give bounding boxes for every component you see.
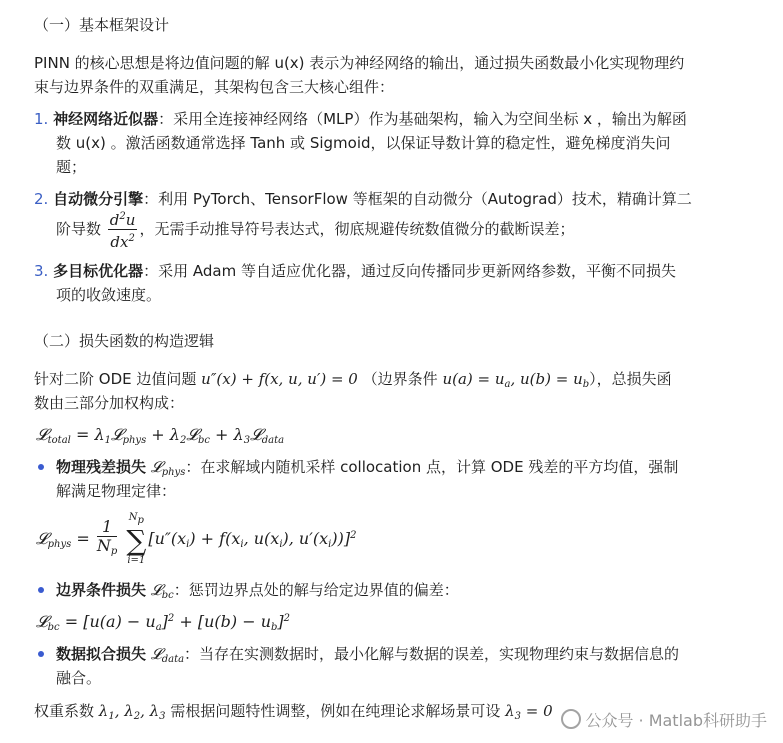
list-item-text: ：采用全连接神经网络（MLP）作为基础架构，输入为空间坐标 x ，输出为解函 (158, 110, 687, 128)
section2-heading: （二）损失函数的构造逻辑 (34, 332, 215, 350)
second-derivative-formula: $\frac{d^2u}{dx^2}$ (108, 208, 138, 251)
intro-text: ），总损失函 (589, 370, 672, 388)
bullet-dot (38, 651, 44, 657)
list-number: 1. (34, 110, 49, 128)
list-item-1-line3: 题； (56, 158, 87, 176)
list-item-title: 自动微分引擎 (53, 190, 144, 208)
physics-loss-formula: 𝓛$_{phys}$ = $\frac{1}{N_p}$ Np ∑ i=1 [$u''(x_i) + f(x_i$, $u(x_i)$, $u'(x_i))]^2$ (36, 512, 357, 566)
section1-heading: （一）基本框架设计 (34, 16, 170, 34)
bullet-data-loss-line2: 融合。 (56, 669, 102, 687)
watermark (561, 708, 767, 731)
weights-formula: $\lambda_1$, $\lambda_2$, $\lambda_3$ (98, 702, 166, 722)
total-loss-formula: 𝓛$_{total}$ = $\lambda_1𝓛_{phys}$ + $\lambda_2𝓛_{bc}$ + $\lambda_3𝓛_{data}$ (36, 425, 285, 446)
boundary-loss-formula: 𝓛$_{bc}$ = $[u(a) - u_a]^2 + [u(b) - u_b]^2$ (36, 612, 291, 633)
bullet-dot (38, 587, 44, 593)
section2-intro-line2: 数由三部分加权构成： (34, 394, 185, 412)
closing-text: 权重系数 (34, 702, 95, 720)
wechat-icon (561, 709, 581, 729)
closing-text: 需根据问题特性调整，例如在纯理论求解场景可设 (170, 702, 501, 720)
list-item-3-line2: 项的收敛速度。 (56, 286, 162, 304)
boundary-condition-formula: $u(a) = u_a$, $u(b) = u_b$ (442, 370, 590, 390)
list-item-2-line2 (56, 208, 574, 251)
list-number: 2. (34, 190, 49, 208)
list-item-text: ：采用 Adam 等自适应优化器，通过反向传播同步更新网络参数，平衡不同损失 (143, 262, 676, 280)
list-item-text: ，无需手动推导符号表达式，彻底规避传统数值微分的截断误差； (139, 220, 575, 238)
watermark-text: 公众号 · Matlab科研助手 (585, 711, 767, 730)
list-item-2 (34, 188, 692, 210)
ode-equation: u″(x) + f(x, u, u′) = 0 (201, 370, 358, 388)
list-item-1-line2: 数 u(x) 。激活函数通常选择 Tanh 或 Sigmoid，以保证导数计算的稳定性，避免梯度消失问 (56, 134, 671, 152)
intro-text: 针对二阶 ODE 边值问题 (34, 370, 197, 388)
bullet-text: ：当存在实测数据时，最小化解与数据的误差，实现物理约束与数据信息的 (184, 645, 680, 663)
list-item-text: 阶导数 (56, 220, 102, 238)
closing-line (34, 700, 553, 728)
section1-intro-line2: 束与边界条件的双重满足，其架构包含三大核心组件： (34, 78, 395, 96)
bullet-title: 边界条件损失 (56, 581, 147, 599)
bullet-text: ：惩罚边界点处的解与给定边界值的偏差： (173, 581, 459, 599)
bullet-physics-loss-line2: 解满足物理定律： (56, 482, 177, 500)
loss-symbol: 𝓛$_{data}$ (150, 645, 185, 665)
bullet-data-loss (56, 643, 679, 671)
list-number: 3. (34, 262, 49, 280)
list-item-text: ：利用 PyTorch、TensorFlow 等框架的自动微分（Autograd）技术，精确计算二 (143, 190, 692, 208)
bullet-text: ：在求解域内随机采样 collocation 点，计算 ODE 残差的平方均值，强制 (185, 458, 679, 476)
list-item-1 (34, 108, 687, 130)
list-item-title: 神经网络近似器 (53, 110, 159, 128)
bullet-boundary-loss (56, 579, 459, 607)
loss-symbol: 𝓛$_{bc}$ (150, 581, 174, 601)
loss-symbol: 𝓛$_{phys}$ (150, 458, 186, 478)
bullet-title: 物理残差损失 (56, 458, 147, 476)
list-item-title: 多目标优化器 (53, 262, 144, 280)
lambda3-zero: $\lambda_3 = 0$ (505, 702, 553, 722)
bullet-title: 数据拟合损失 (56, 645, 147, 663)
section1-intro-line1: PINN 的核心思想是将边值问题的解 u(x) 表示为神经网络的输出，通过损失函数最小化实现物理约 (34, 54, 685, 72)
list-item-3 (34, 260, 676, 282)
bullet-dot (38, 464, 44, 470)
intro-text: （边界条件 (362, 370, 438, 388)
